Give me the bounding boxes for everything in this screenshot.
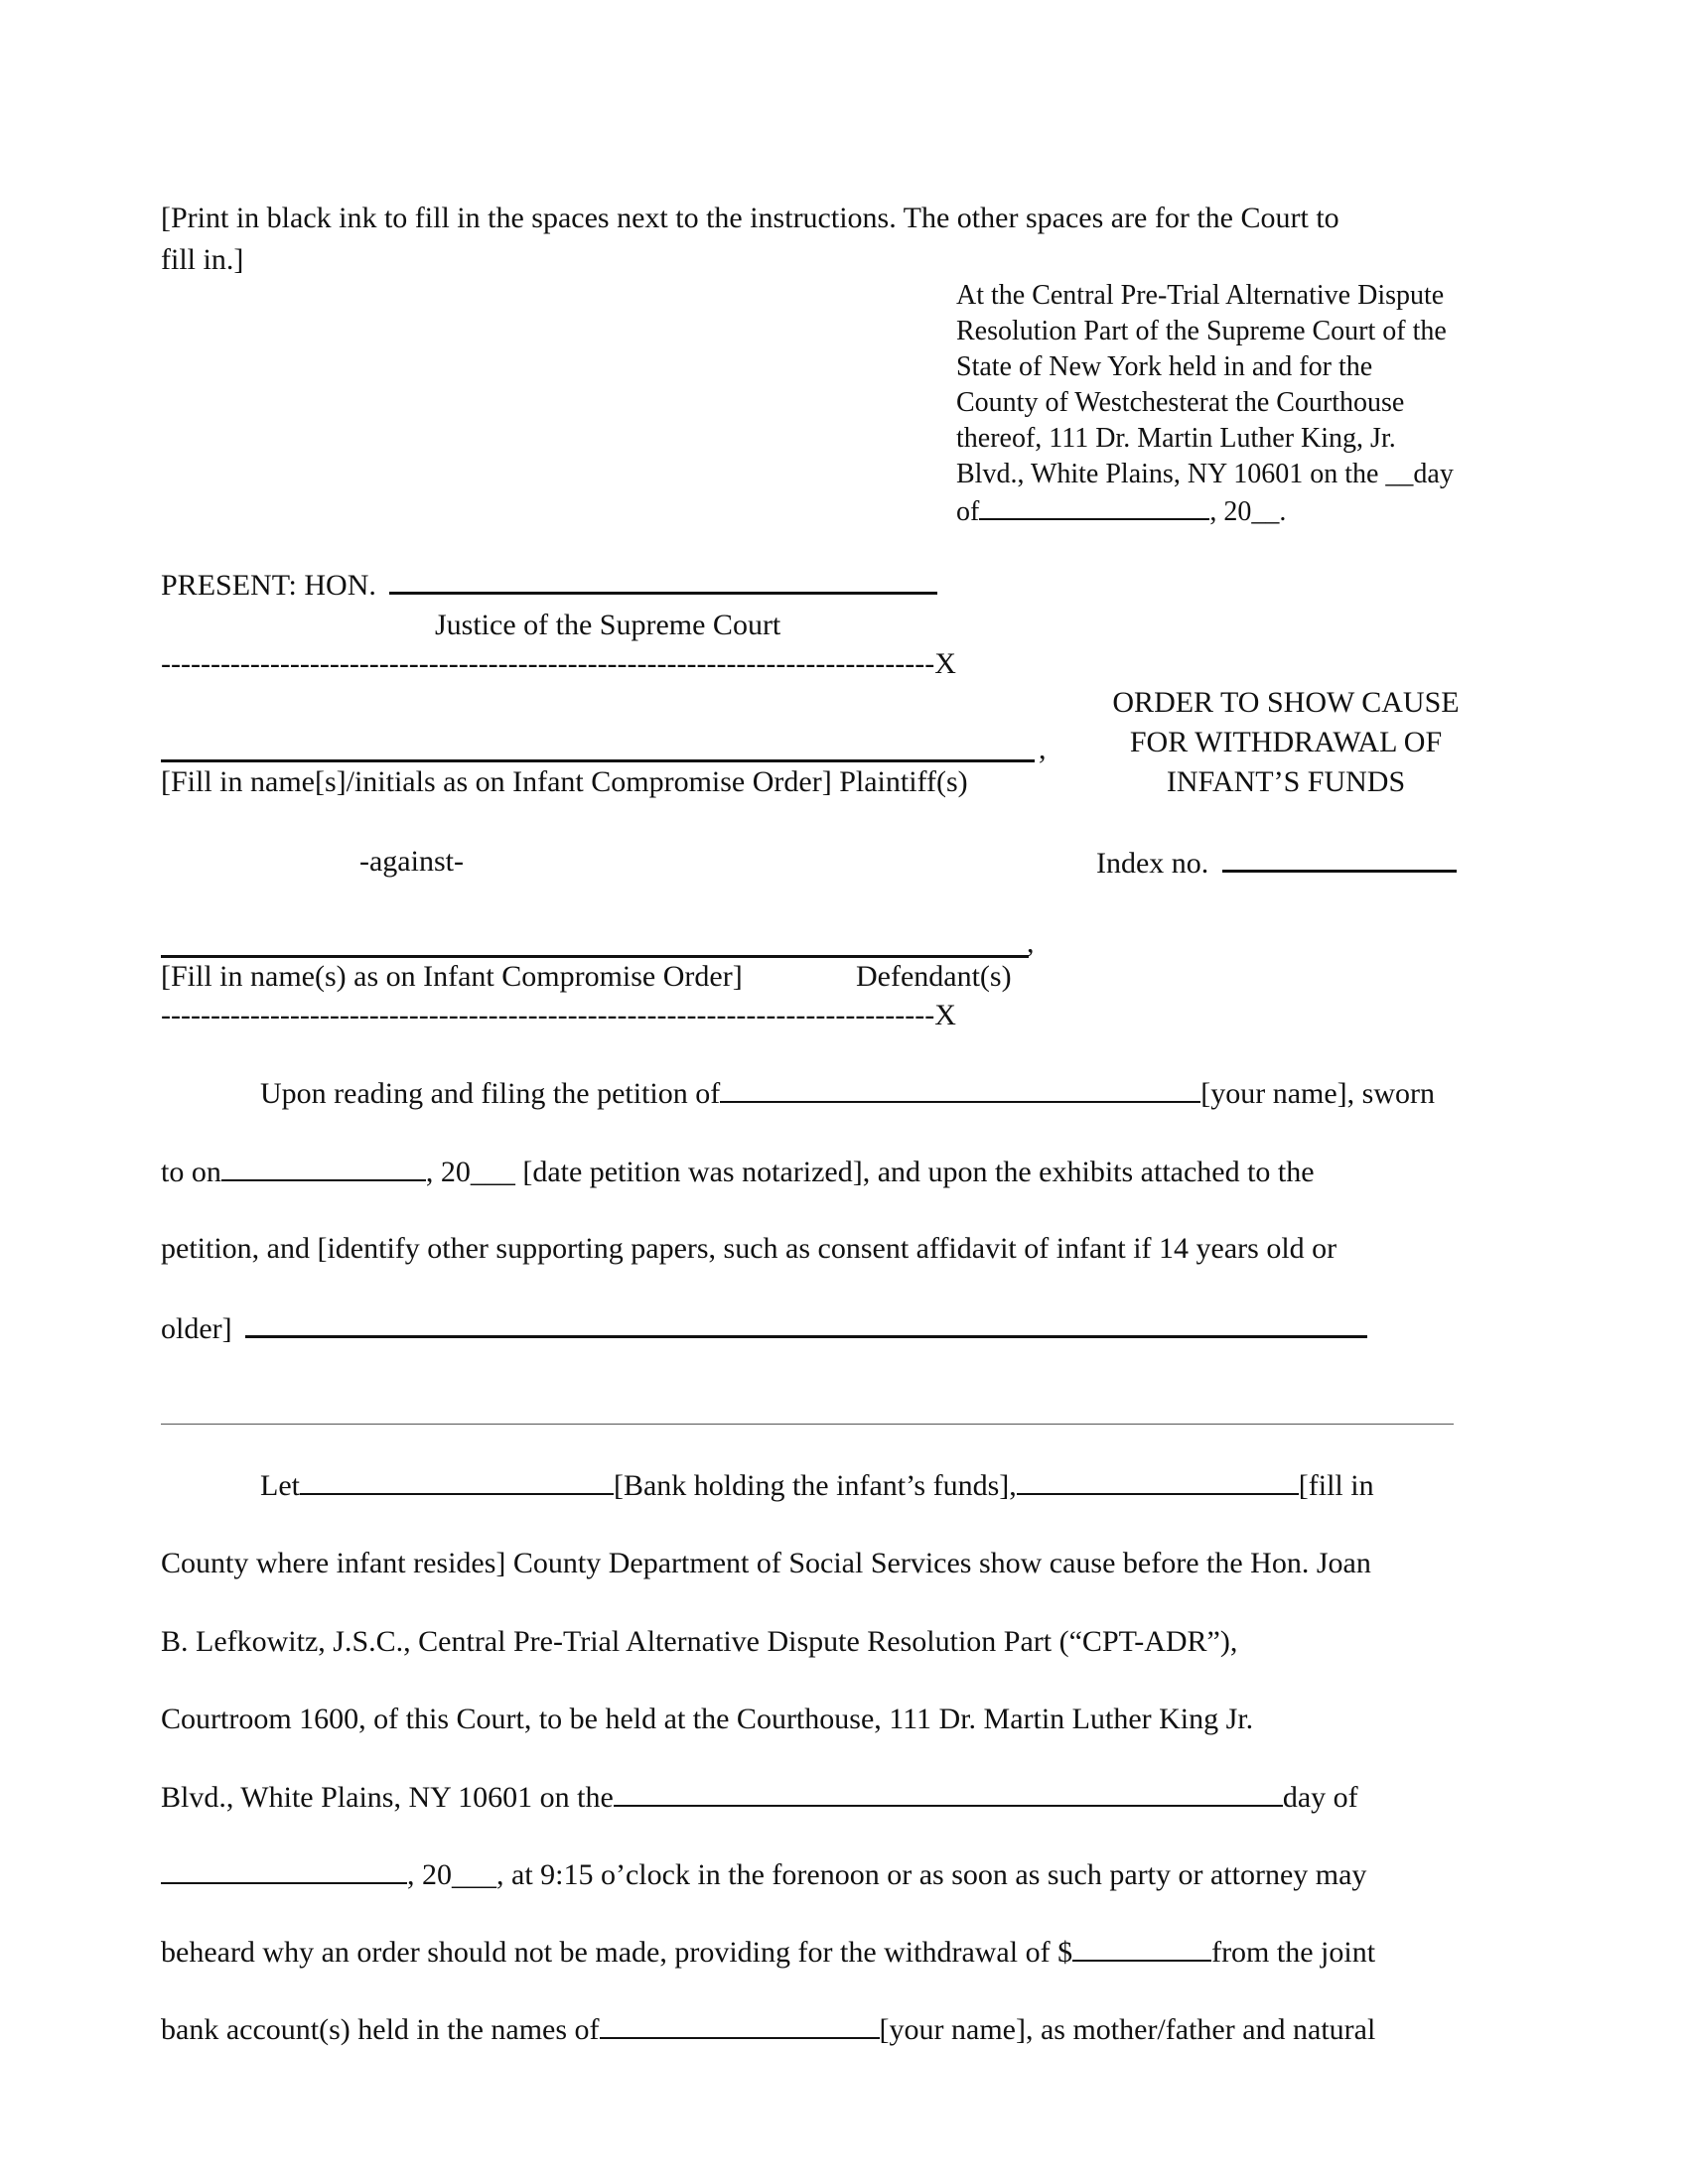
index-label: Index no. — [1096, 847, 1209, 880]
body-text: [Bank holding the infant’s funds], — [613, 1469, 1017, 1502]
supporting-papers-blank-2[interactable] — [161, 1424, 1454, 1425]
body-line-3: petition, and [identify other supporting papers, such as consent affidavit of infant if 14 years old or — [161, 1232, 1337, 1265]
body-text: Blvd., White Plains, NY 10601 on the — [161, 1781, 614, 1814]
caption-divider-bottom: ------------------------------------------------------------------------------X — [161, 999, 956, 1031]
body-text: day of — [1282, 1781, 1358, 1814]
hearing-day-blank[interactable] — [614, 1779, 1283, 1807]
defendant-label: [Fill in name(s) as on Infant Compromise Order] — [161, 960, 743, 993]
court-block-line-6: Blvd., White Plains, NY 10601 on the __day — [956, 459, 1454, 489]
bank-name-blank[interactable] — [300, 1467, 614, 1495]
body-text: Let — [260, 1469, 300, 1502]
court-block-of: of — [956, 496, 980, 527]
body-text: , 20___ [date petition was notarized], and upon the exhibits attached to the — [425, 1156, 1315, 1188]
body-text: [your name], sworn — [1200, 1077, 1436, 1110]
index-number-blank[interactable] — [1222, 844, 1457, 873]
title-line-3: INFANT’S FUNDS — [1166, 765, 1406, 798]
withdrawal-amount-blank[interactable] — [1072, 1934, 1211, 1962]
index-line — [1096, 844, 1457, 882]
present-label: PRESENT: HON. — [161, 569, 376, 602]
body-line-11 — [161, 1934, 1375, 1971]
account-holder-blank[interactable] — [600, 2011, 880, 2039]
body-line-5 — [260, 1467, 1374, 1504]
body-text: older] — [161, 1312, 232, 1345]
body-text: to on — [161, 1156, 221, 1188]
body-text: bank account(s) held in the names of — [161, 2013, 600, 2046]
court-block-year: , 20__. — [1209, 496, 1287, 527]
body-line-9 — [161, 1779, 1358, 1816]
defendant-role: Defendant(s) — [856, 960, 1012, 993]
body-line-10 — [161, 1856, 1366, 1893]
body-text: , 20___, at 9:15 o’clock in the forenoon or as soon as such party or attorney may — [407, 1858, 1367, 1891]
title-line-1: ORDER TO SHOW CAUSE — [1112, 686, 1460, 719]
defendant-name-blank[interactable] — [161, 955, 1029, 958]
body-line-6: County where infant resides] County Department of Social Services show cause before the Hon. Joan — [161, 1547, 1371, 1579]
court-block-line-1: At the Central Pre-Trial Alternative Dispute — [956, 280, 1445, 311]
county-blank[interactable] — [1017, 1467, 1299, 1495]
sworn-date-blank[interactable] — [221, 1154, 426, 1181]
against-label: -against- — [359, 845, 464, 878]
body-line-4 — [161, 1309, 1367, 1347]
body-text: from the joint — [1211, 1936, 1376, 1969]
court-date-month-blank[interactable] — [979, 492, 1209, 520]
body-line-12 — [161, 2011, 1375, 2048]
instructions-line-1: [Print in black ink to fill in the spaces next to the instructions. The other spaces are for the Court to — [161, 202, 1339, 234]
plaintiff-label: [Fill in name[s]/initials as on Infant Compromise Order] Plaintiff(s) — [161, 765, 968, 798]
body-text: Upon reading and filing the petition of — [260, 1077, 721, 1110]
present-line — [161, 566, 937, 604]
court-block-line-3: State of New York held in and for the — [956, 351, 1373, 382]
instructions-line-2: fill in.] — [161, 243, 244, 276]
body-text: [fill in — [1298, 1469, 1374, 1502]
court-block-line-4: County of Westchesterat the Courthouse — [956, 387, 1405, 418]
justice-name-blank[interactable] — [389, 566, 937, 595]
title-line-2: FOR WITHDRAWAL OF — [1129, 726, 1443, 758]
hearing-month-blank[interactable] — [161, 1856, 407, 1884]
caption-divider-top: ------------------------------------------------------------------------------X — [161, 647, 956, 680]
petitioner-name-blank[interactable] — [720, 1075, 1200, 1103]
plaintiff-name-blank[interactable] — [161, 759, 1035, 762]
justice-title: Justice of the Supreme Court — [435, 609, 781, 641]
body-text: beheard why an order should not be made, providing for the withdrawal of $ — [161, 1936, 1073, 1969]
body-text: [your name], as mother/father and natural — [879, 2013, 1376, 2046]
defendant-comma: , — [1027, 926, 1035, 959]
supporting-papers-blank[interactable] — [245, 1309, 1367, 1338]
court-block-line-7 — [956, 492, 1286, 530]
body-line-2 — [161, 1154, 1315, 1190]
court-block-line-5: thereof, 111 Dr. Martin Luther King, Jr. — [956, 423, 1396, 454]
body-line-1 — [260, 1075, 1435, 1112]
body-line-7: B. Lefkowitz, J.S.C., Central Pre-Trial Alternative Dispute Resolution Part (“CPT-ADR”), — [161, 1625, 1238, 1658]
body-line-8: Courtroom 1600, of this Court, to be held at the Courthouse, 111 Dr. Martin Luther King Jr. — [161, 1703, 1254, 1735]
plaintiff-comma: , — [1039, 733, 1047, 765]
court-block-line-2: Resolution Part of the Supreme Court of the — [956, 316, 1447, 346]
